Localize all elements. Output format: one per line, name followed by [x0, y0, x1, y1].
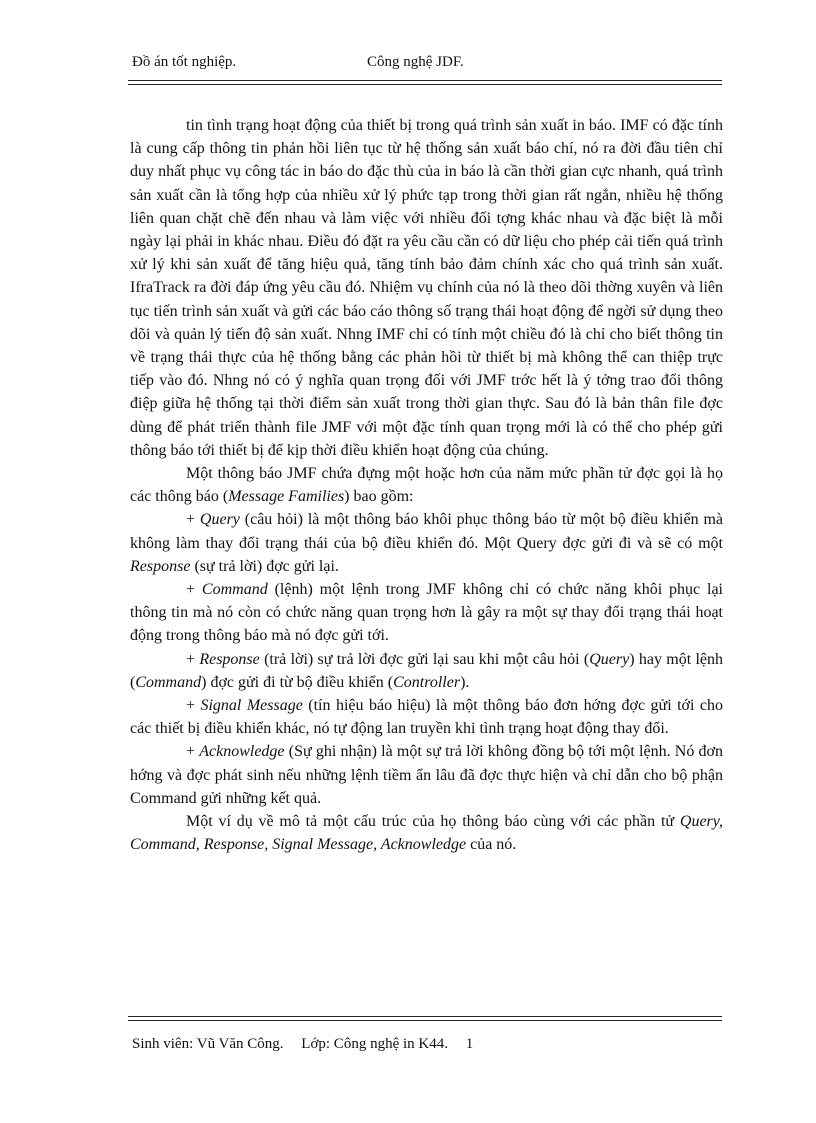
page-header [132, 52, 692, 72]
paragraph-response: + Response (trả lời) sự trả lời đợc gửi lại sau khi một câu hỏi (Query) hay một lệnh (Command) đợc gửi đi từ bộ điều khiển (Controller). [130, 650, 723, 691]
paragraph-query: + Query (câu hỏi) là một thông báo khôi phục thông báo từ một bộ điều khiển mà không làm thay đổi trạng thái của bộ điều khiển đó. Một Query đợc gửi đi và sẽ có một Response (sự trả lời) đợc gửi lại. [130, 511, 723, 575]
footer-rule-top [128, 1016, 722, 1017]
paragraph-1: tin tình trạng hoạt động của thiết bị trong quá trình sản xuất in báo. IMF có đặc tính là cung cấp thông tin phản hồi liên tục từ hệ thống sản xuất báo chí, nó ra đời đầu tiên chỉ duy nhất phục vụ công tác in báo do đặc thù của in báo là cần thời gian cực nhanh, quá trình sản xuất cần là tổng hợp của nhiều xử lý phức tạp trong thời gian rất ngắn, nhiều hệ thống liên quan chặt chẽ đến nhau và làm việc với nhiều đối tợng khác nhau và đặc biệt là mỗi ngày lại phải in khác nhau. Điều đó đặt ra yêu cầu cần có dữ liệu cho phép cải tiến quá trình xử lý khi sản xuất để tăng hiệu quả, tăng tính bảo đảm chính xác cho quá trình sản xuất. IfraTrack ra đời đáp ứng yêu cầu đó. Nhiệm vụ chính của nó là theo dõi thờng xuyên và liên tục tiến trình sản xuất và gửi các báo cáo thông số trạng thái hoạt động để ngời sử dụng theo dõi và quản lý tiến độ sản xuất. Nhng IMF chỉ có tính một chiều đó là chỉ cho biết thông tin về trạng thái thực của hệ thống bằng các phản hồi từ thiết bị mà không thể can thiệp trực tiếp vào đó. Nhng nó có ý nghĩa quan trọng đối với JMF trớc hết là ý tởng trao đổi thông điệp giữa hệ thống tại thời điểm sản xuất trong thời gian thực. Sau đó là bản thân file đợc dùng để phát triển thành file JMF với một đặc tính quan trọng mới là có thể cho phép gửi thông báo tới thiết bị để kịp thời điều khiển hoạt động của chúng. [130, 117, 723, 459]
paragraph-signal-message: + Signal Message (tín hiệu báo hiệu) là một thông báo đơn hớng đợc gửi tới cho các thiết bị điều khiển khác, nó tự động lan truyền khi tình trạng hoạt động thay đổi. [130, 697, 724, 738]
footer-class: Lớp: Công nghệ in K44. [301, 1036, 448, 1052]
paragraph-command: + Command (lệnh) một lệnh trong JMF không chỉ có chức năng khôi phục lại thông tin mà nó còn có chức năng quan trọng hơn là gây ra một sự thay đổi trạng thái hoạt động trong thông báo mà nó đợc gửi tới. [130, 581, 723, 645]
page-body [130, 114, 723, 857]
paragraph-2: Một thông báo JMF chứa đựng một hoặc hơn của năm mức phần tử đợc gọi là họ các thông báo (Message Families) bao gồm: [130, 465, 723, 506]
paragraph-example: Một ví dụ về mô tả một cấu trúc của họ thông báo cùng với các phần tử Query, Command, Response, Signal Message, Acknowledge của nó. [130, 813, 723, 854]
page-footer [132, 1034, 487, 1054]
header-rule-bottom [128, 84, 722, 85]
header-rule-top [128, 80, 722, 81]
paragraph-acknowledge: + Acknowledge (Sự ghi nhận) là một sự trả lời không đồng bộ tới một lệnh. Nó đơn hớng và đợc phát sinh nếu những lệnh tiềm ẩn lâu đã đợc thực hiện và chỉ dẫn cho bộ phận Command gửi những kết quả. [130, 743, 723, 807]
header-title: Công nghệ JDF. [367, 54, 464, 70]
footer-student: Sinh viên: Vũ Văn Công. [132, 1036, 284, 1052]
footer-rule-bottom [128, 1020, 722, 1021]
header-project: Đồ án tốt nghiệp. [132, 54, 237, 70]
footer-page-number: 1 [465, 1036, 474, 1052]
